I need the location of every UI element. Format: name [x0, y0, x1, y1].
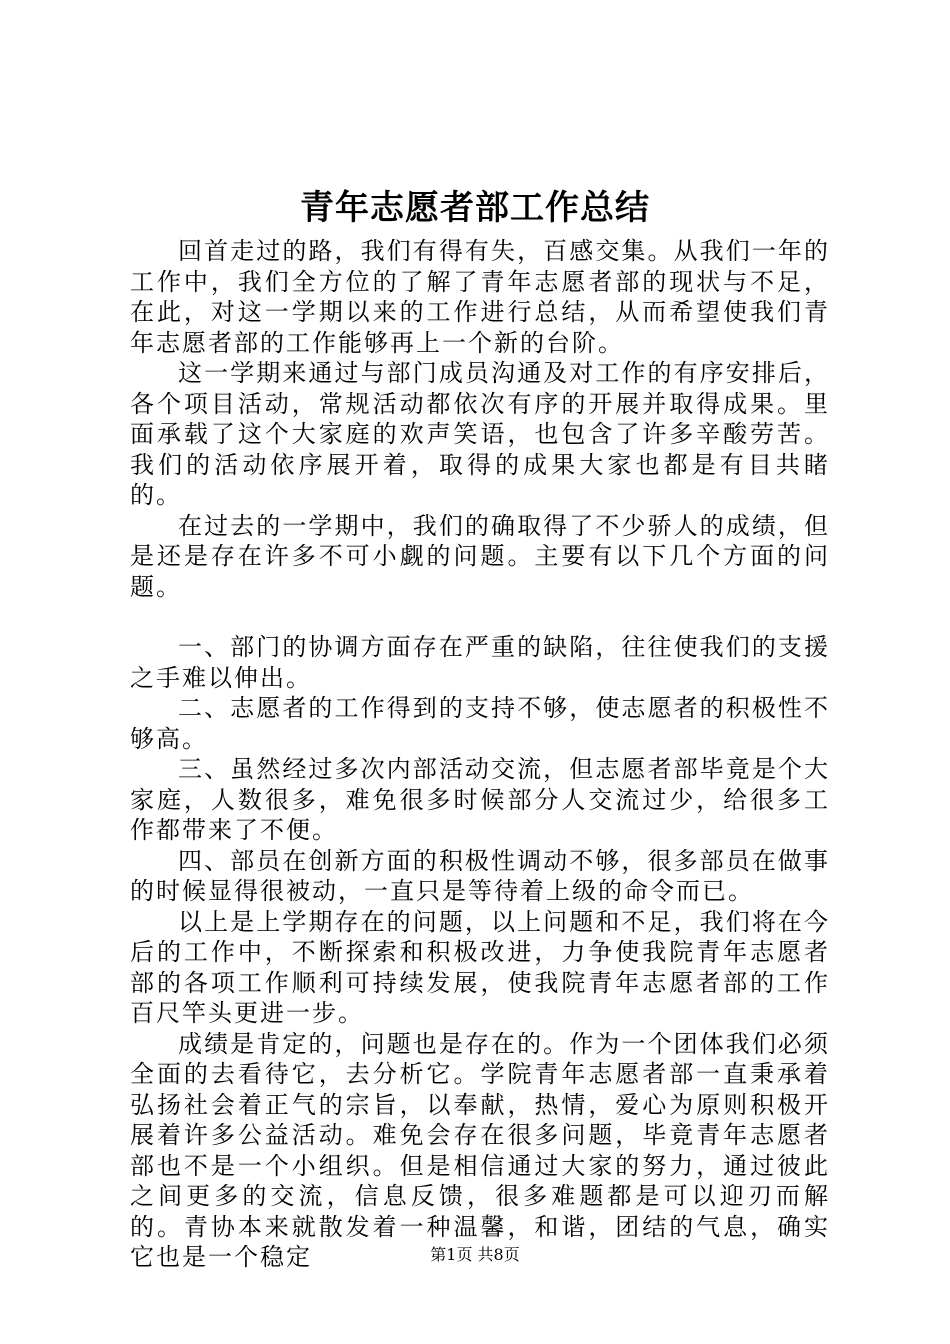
issue-item-4: 四、部员在创新方面的积极性调动不够，很多部员在做事的时候显得很被动，一直只是等待着上级的命令而已。 [130, 846, 830, 905]
paragraph-conclusion: 成绩是肯定的，问题也是存在的。作为一个团体我们必须全面的去看待它，去分析它。学院青年志愿者部一直秉承着弘扬社会着正气的宗旨，以奉献，热情，爱心为原则积极开展着许多公益活动。难免会存在很多问题，毕竟青年志愿者部也不是一个小组织。但是相信通过大家的努力，通过彼此之间更多的交流，信息反馈，很多难题都是可以迎刃而解的。青协本来就散发着一种温馨，和谐，团结的气息，确实它也是一个稳定 [130, 1029, 830, 1271]
page-number: 第1页 共8页 [430, 1245, 520, 1264]
paragraph-intro: 回首走过的路，我们有得有失，百感交集。从我们一年的工作中，我们全方位的了解了青年志愿者部的现状与不足，在此，对这一学期以来的工作进行总结，从而希望使我们青年志愿者部的工作能够再上一个新的台阶。 [130, 237, 830, 357]
paragraph-achievements: 这一学期来通过与部门成员沟通及对工作的有序安排后，各个项目活动，常规活动都依次有序的开展并取得成果。里面承载了这个大家庭的欢声笑语，也包含了许多辛酸劳苦。我们的活动依序展开着，取得的成果大家也都是有目共睹的。 [130, 359, 830, 509]
paragraph-improvement: 以上是上学期存在的问题，以上问题和不足，我们将在今后的工作中，不断探索和积极改进，力争使我院青年志愿者部的各项工作顺利可持续发展，使我院青年志愿者部的工作百尺竿头更进一步。 [130, 907, 830, 1027]
issue-item-1: 一、部门的协调方面存在严重的缺陷，往往使我们的支援之手难以伸出。 [130, 633, 830, 692]
issue-item-2: 二、志愿者的工作得到的支持不够，使志愿者的积极性不够高。 [130, 694, 830, 753]
document-body [130, 236, 830, 1273]
issue-item-3: 三、虽然经过多次内部活动交流，但志愿者部毕竟是个大家庭，人数很多，难免很多时候部分人交流过少，给很多工作都带来了不便。 [130, 755, 830, 844]
blank-line [130, 602, 830, 632]
document-title: 青年志愿者部工作总结 [300, 188, 650, 228]
paragraph-problems-intro: 在过去的一学期中，我们的确取得了不少骄人的成绩，但是还是存在许多不可小觑的问题。主要有以下几个方面的问题。 [130, 511, 830, 601]
